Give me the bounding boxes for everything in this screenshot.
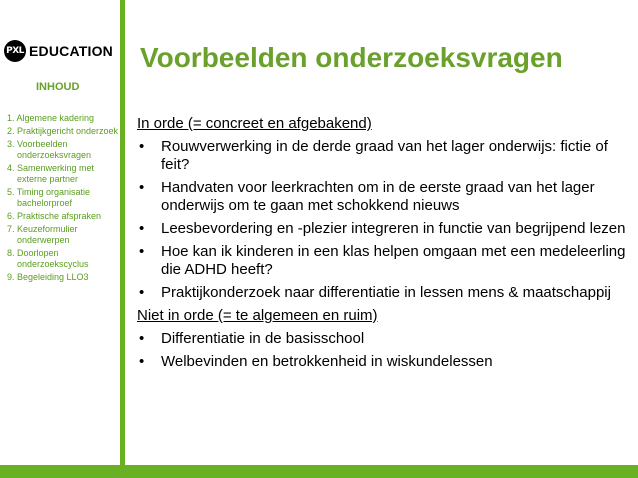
toc-item[interactable]: 9. Begeleiding LLO3	[7, 272, 89, 282]
list-item: • Rouwverwerking in de derde graad van het lager onderwijs: fictie of feit?	[139, 138, 608, 173]
toc-item[interactable]: 4. Samenwerking met externe partner	[7, 163, 95, 184]
toc-heading: INHOUD	[36, 81, 80, 93]
sidebar	[0, 0, 120, 478]
list-item: • Leesbevordering en -plezier integreren in functie van begrijpend lezen	[139, 220, 626, 237]
list-item: • Hoe kan ik kinderen in een klas helpen omgaan met een medeleerling die ADHD heeft?	[139, 243, 626, 278]
toc-item[interactable]: 2. Praktijkgericht onderzoek	[7, 126, 119, 136]
bullet-icon: •	[139, 220, 145, 237]
logo-badge: PXL	[4, 40, 26, 62]
logo-text: EDUCATION	[29, 43, 113, 59]
bullet-icon: •	[139, 243, 145, 260]
good-examples-list	[137, 138, 627, 302]
toc-item[interactable]: 7. Keuzeformulier onderwerpen	[7, 224, 78, 245]
slide-content	[137, 115, 627, 376]
toc-item[interactable]: 8. Doorlopen onderzoekscyclus	[7, 248, 89, 269]
slide-title: Voorbeelden onderzoeksvragen	[140, 42, 563, 73]
bad-examples-list	[137, 330, 627, 371]
bad-examples-heading: Niet in orde (= te algemeen en ruim)	[137, 307, 378, 324]
bullet-icon: •	[139, 138, 145, 155]
good-examples-heading: In orde (= concreet en afgebakend)	[137, 115, 372, 132]
bullet-icon: •	[139, 179, 145, 196]
toc-item[interactable]: 1. Algemene kadering	[7, 113, 95, 123]
table-of-contents	[7, 113, 119, 285]
footer-bar	[0, 465, 638, 478]
bullet-icon: •	[139, 330, 145, 347]
toc-item[interactable]: 3. Voorbeelden onderzoeksvragen	[7, 139, 92, 160]
list-item: • Praktijkonderzoek naar differentiatie in lessen mens & maatschappij	[139, 284, 611, 301]
list-item: • Welbevinden en betrokkenheid in wiskundelessen	[139, 353, 493, 370]
list-item: • Differentiatie in de basisschool	[139, 330, 365, 347]
bullet-icon: •	[139, 284, 145, 301]
pxl-education-logo	[4, 40, 113, 62]
sidebar-divider	[120, 0, 125, 478]
toc-item[interactable]: 5. Timing organisatie bachelorproef	[7, 187, 91, 208]
toc-item[interactable]: 6. Praktische afspraken	[7, 211, 102, 221]
bullet-icon: •	[139, 353, 145, 370]
list-item: • Handvaten voor leerkrachten om in de eerste graad van het lager onderwijs om te gaan met schokkend nieuws	[139, 179, 595, 214]
